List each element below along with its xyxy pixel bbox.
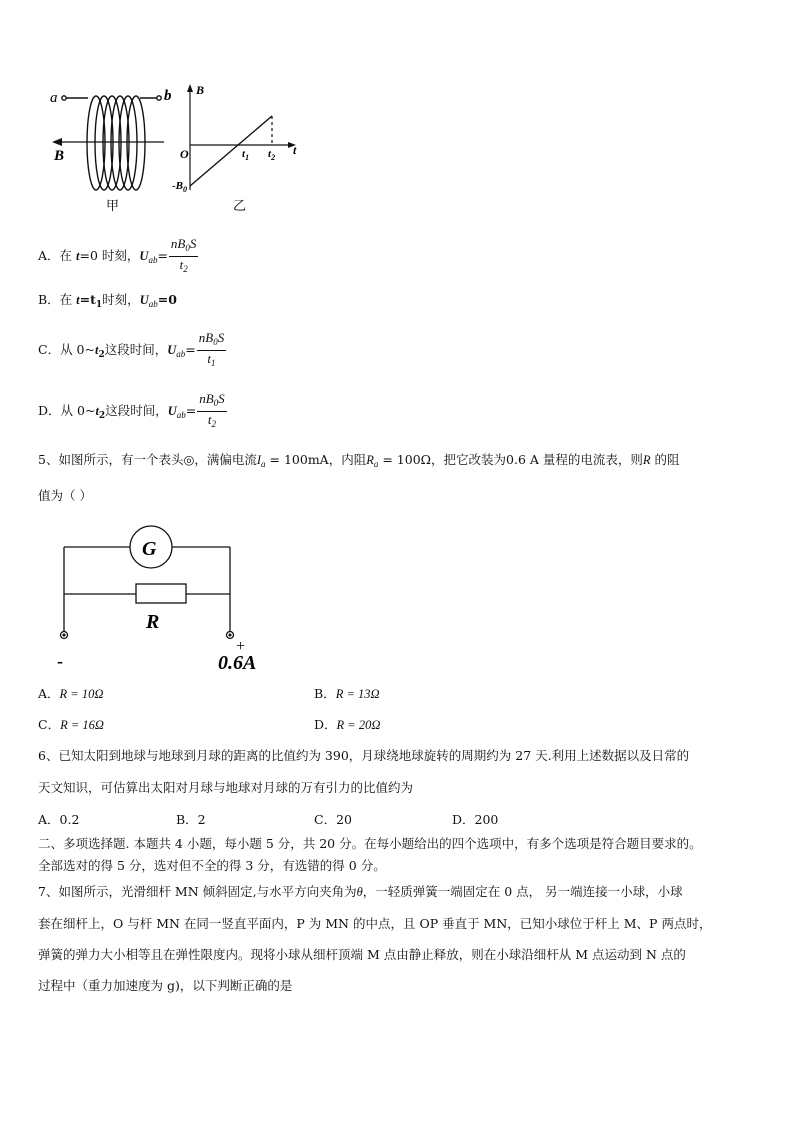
- figure-coil-and-graph: [40, 78, 320, 213]
- galvanometer-label: G: [142, 538, 157, 560]
- q6-option-d: D．200: [452, 812, 499, 827]
- q5-option-c: C．R = 16Ω: [38, 717, 104, 732]
- q6-option-a: A．0.2: [38, 812, 80, 827]
- section2-instruction-line1: 二、多项选择题. 本题共 4 小题，每小题 5 分，共 20 分。在每小题给出的四个选项中，有多个选项是符合题目要求的。: [38, 836, 702, 851]
- b-t-graph: [187, 84, 296, 190]
- minus-terminal-label: -: [57, 651, 63, 671]
- section2-instruction-line2: 全部选对的得 5 分，选对但不全的得 3 分，有选错的得 0 分。: [38, 858, 386, 873]
- q5-stem-line2: 值为（ ）: [38, 488, 92, 503]
- plus-terminal-label: +: [236, 638, 246, 655]
- caption-right: 乙: [233, 198, 247, 213]
- label-b: b: [164, 88, 172, 104]
- fraction: $\frac{nB_0S}{t_2}$: [170, 236, 197, 274]
- q5-option-b: B．R = 13Ω: [314, 686, 380, 701]
- q6-option-c: C．20: [314, 812, 352, 827]
- q5-option-a: A．R = 10Ω: [38, 686, 104, 701]
- q4-option-c: C．从 $0\sim t_2$这段时间，$U_{ab}=$ $\frac{nB_0S}{t_1}$: [38, 330, 226, 371]
- neg-B0-label: $-B_0$: [172, 180, 187, 194]
- q7-stem-line2: 套在细杆上，O 与杆 MN 在同一竖直平面内，P 为 MN 的中点，且 OP 垂直于 MN，已知小球位于杆上 M、P 两点时，: [38, 916, 712, 931]
- circuit-diagram: [50, 525, 280, 675]
- q4-option-a: A．在 t=0 时刻，$U_{ab}=$ $\frac{nB_0S}{t_2}$: [38, 236, 198, 277]
- fraction: $\frac{nB_0S}{t_1}$: [198, 330, 225, 368]
- q4-option-d: D．从 $0\sim t_2$这段时间，$U_{ab}=$ $\frac{nB_0S}{t_2}$: [38, 391, 227, 432]
- resistor-label: R: [146, 611, 160, 633]
- q6-stem-line1: 6、已知太阳到地球与地球到月球的距离的比值约为 390，月球绕地球旋转的周期约为 27 天.利用上述数据以及日常的: [38, 748, 690, 763]
- axis-t-label: t: [293, 143, 297, 157]
- origin-label: O: [180, 147, 189, 161]
- q7-stem-line1: 7、如图所示，光滑细杆 MN 倾斜固定,与水平方向夹角为θ，一轻质弹簧一端固定在 0 点， 另一端连接一小球，小球: [38, 884, 683, 899]
- q4-option-b: B．在 $t=t_1$时刻，$U_{ab}=0$: [38, 292, 177, 310]
- t2-label: $t_2$: [268, 148, 276, 162]
- caption-left: 甲: [106, 198, 120, 213]
- range-label: 0.6A: [218, 652, 257, 674]
- q5-stem-line1: 5、如图所示，有一个表头◎，满偏电流$I_a = 100mA$，内阻$R_a = 100\Omega$，把它改装为0.6 A 量程的电流表，则R 的阻: [38, 452, 680, 469]
- axis-B-label: B: [196, 83, 205, 97]
- label-B-coil: B: [54, 148, 65, 164]
- q7-stem-line4: 过程中（重力加速度为 g)，以下判断正确的是: [38, 978, 293, 993]
- label-a: a: [50, 90, 58, 106]
- fraction: $\frac{nB_0S}{t_2}$: [199, 391, 225, 429]
- q6-option-b: B．2: [176, 812, 206, 827]
- q6-stem-line2: 天文知识，可估算出太阳对月球与地球对月球的万有引力的比值约为: [38, 780, 414, 795]
- coil-diagram: [52, 96, 164, 190]
- q5-option-d: D．R = 20Ω: [314, 717, 381, 732]
- t1-label: $t_1$: [242, 148, 250, 162]
- q7-stem-line3: 弹簧的弹力大小相等且在弹性限度内。现将小球从细杆顶端 M 点由静止释放，则在小球沿细杆从 M 点运动到 N 点的: [38, 947, 686, 962]
